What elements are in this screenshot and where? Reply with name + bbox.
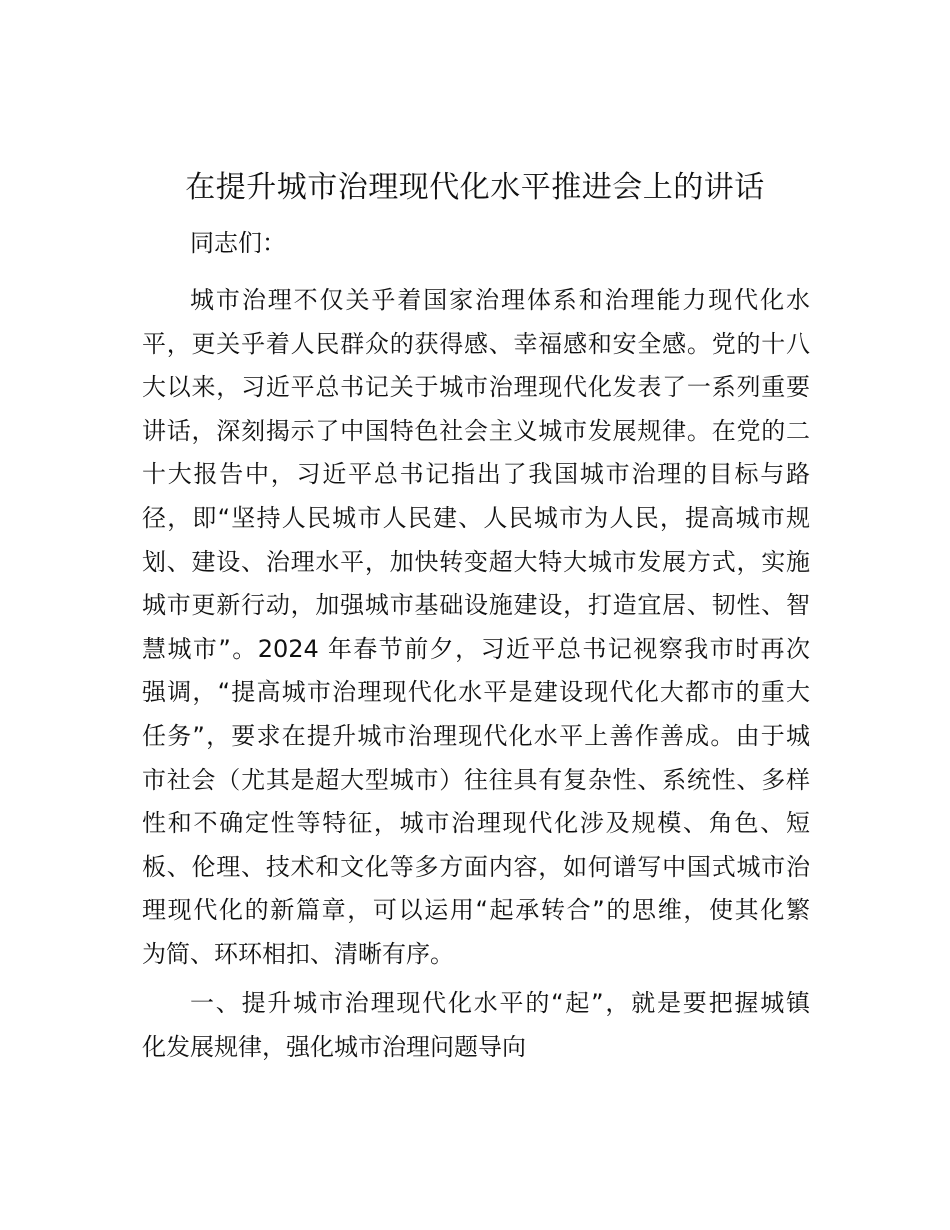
salutation xyxy=(142,222,810,266)
paragraph-line: 任务”，要求在提升城市治理现代化水平上善作善成。由于城 xyxy=(142,721,810,750)
paragraph-line: 板、伦理、技术和文化等多方面内容，如何谱写中国式城市治 xyxy=(142,852,810,881)
section-heading-line: 化发展规律，强化城市治理问题导向 xyxy=(142,1032,526,1061)
paragraph-line: 城市更新行动，加强城市基础设施建设，打造宜居、韧性、智 xyxy=(142,591,810,620)
paragraph-line: 市社会（尤其是超大型城市）往往具有复杂性、系统性、多样 xyxy=(142,765,810,794)
paragraph-line: 十大报告中，习近平总书记指出了我国城市治理的目标与路 xyxy=(142,460,810,489)
paragraph-line: 性和不确定性等特征，城市治理现代化涉及规模、角色、短 xyxy=(142,809,810,838)
salutation-text: 同志们： xyxy=(190,229,286,257)
paragraph-line: 大以来，习近平总书记关于城市治理现代化发表了一系列重要 xyxy=(142,373,810,402)
section-heading xyxy=(142,982,810,1069)
document-title: 在提升城市治理现代化水平推进会上的讲话 xyxy=(185,170,765,205)
paragraph-line: 平，更关乎着人民群众的获得感、幸福感和安全感。党的十八 xyxy=(142,329,810,358)
paragraph-line: 强调，“提高城市治理现代化水平是建设现代化大都市的重大 xyxy=(142,678,810,707)
body-paragraph xyxy=(142,279,810,977)
paragraph-line: 划、建设、治理水平，加快转变超大特大城市发展方式，实施 xyxy=(142,547,810,576)
paragraph-line: 城市治理不仅关乎着国家治理体系和治理能力现代化水 xyxy=(190,286,810,314)
paragraph-line: 慧城市”。2024 年春节前夕，习近平总书记视察我市时再次 xyxy=(142,634,810,663)
paragraph-line: 讲话，深刻揭示了中国特色社会主义城市发展规律。在党的二 xyxy=(142,416,810,445)
paragraph-line: 理现代化的新篇章，可以运用“起承转合”的思维，使其化繁 xyxy=(142,896,810,925)
paragraph-line: 为简、环环相扣、清晰有序。 xyxy=(142,939,454,968)
paragraph-line: 径，即“坚持人民城市人民建、人民城市为人民，提高城市规 xyxy=(142,503,810,532)
section-heading-line: 一、提升城市治理现代化水平的“起”，就是要把握城镇 xyxy=(190,989,810,1017)
